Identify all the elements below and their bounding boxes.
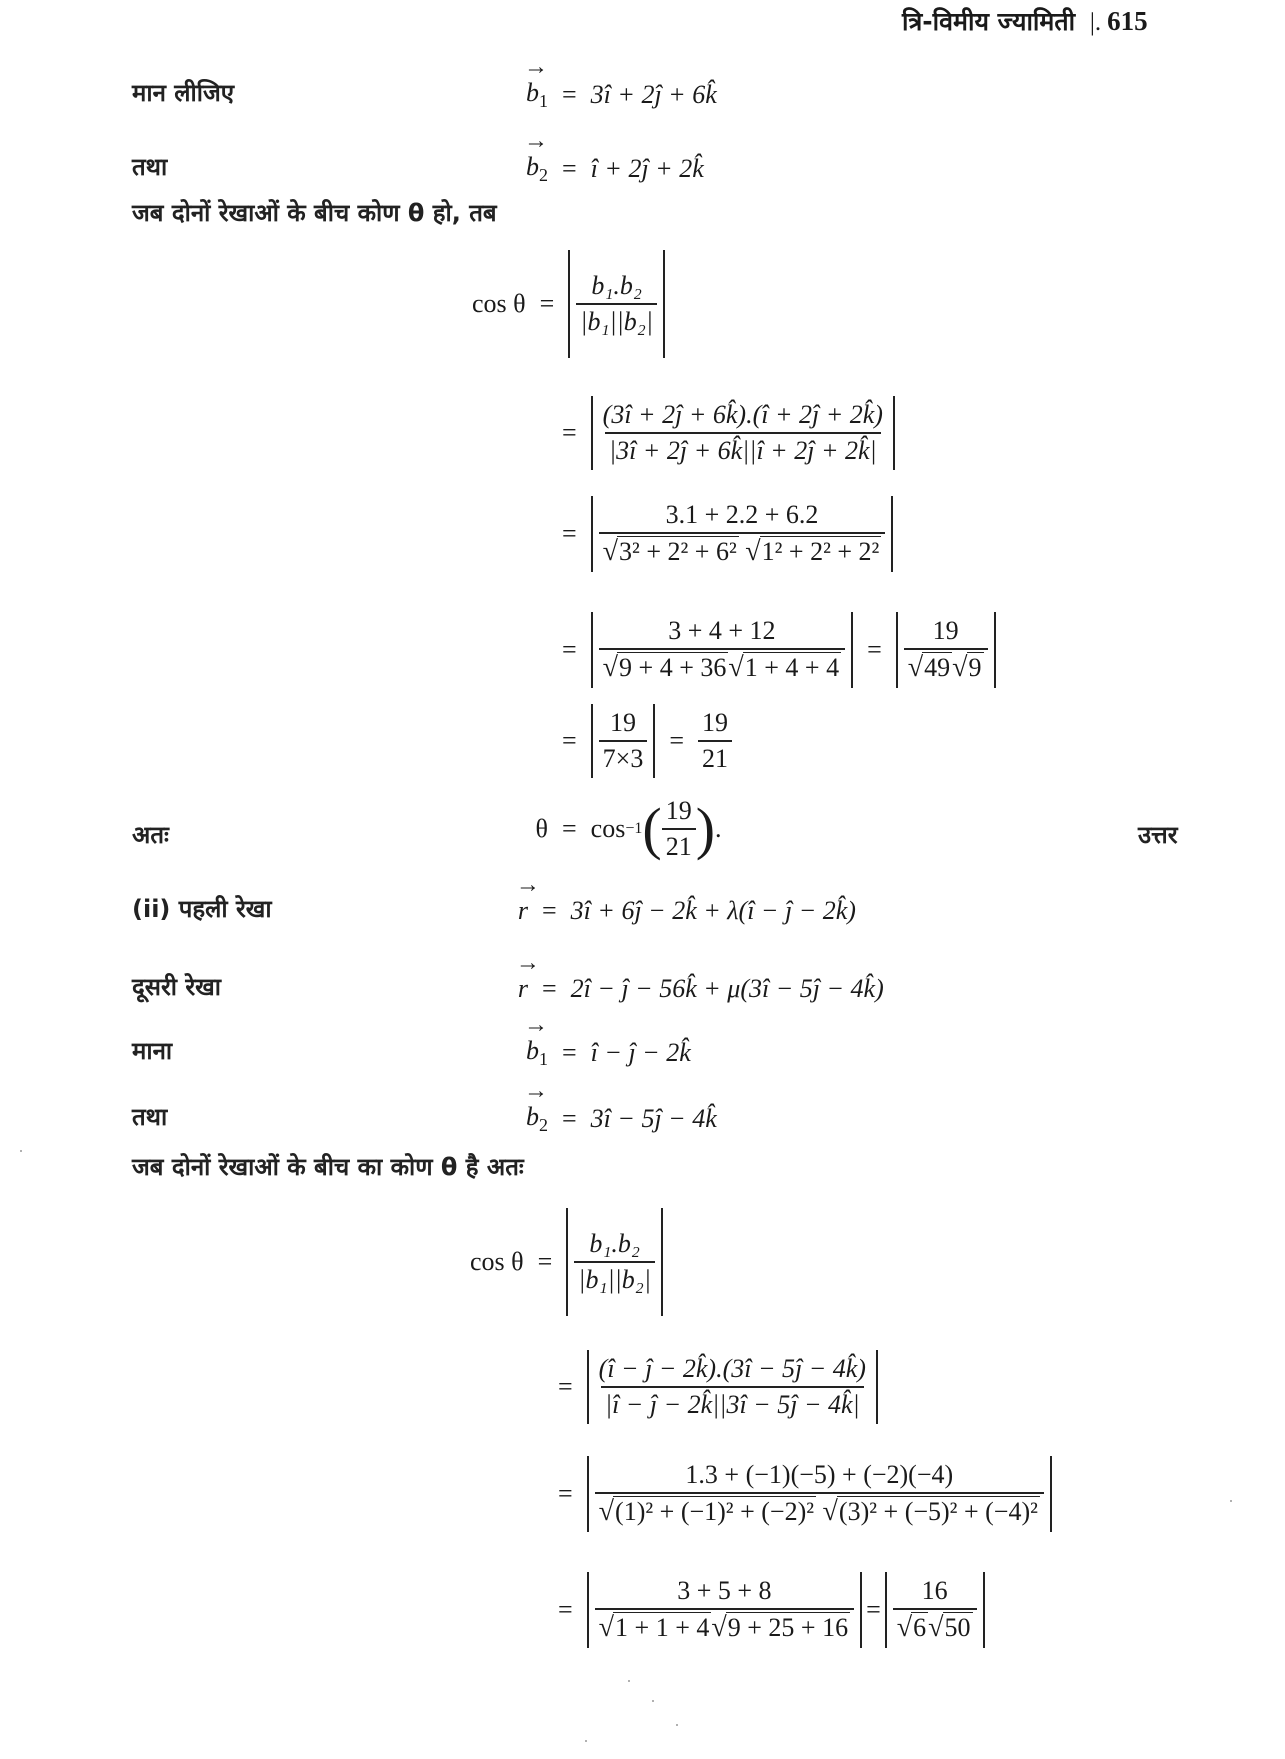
b1-value: î − ĵ − 2k̂ bbox=[590, 1038, 691, 1067]
cos-step-4 bbox=[548, 612, 996, 688]
radicand: 49 bbox=[924, 653, 951, 682]
scan-speck bbox=[652, 1700, 654, 1702]
sqrt-symbol: √ bbox=[928, 1612, 944, 1643]
sqrt-symbol: √ bbox=[602, 652, 619, 683]
b2-value: 3î − 5ĵ − 4k̂ bbox=[590, 1104, 717, 1133]
scan-speck bbox=[585, 1740, 587, 1742]
sqrt-symbol: √ bbox=[711, 1612, 727, 1643]
b2-definition bbox=[500, 152, 704, 186]
radicand: 1² + 2² + 2² bbox=[761, 537, 880, 566]
numerator: (î − ĵ − 2k̂).(3î − 5ĵ − 4k̂) bbox=[598, 1354, 866, 1383]
cos-theta-label: cos θ bbox=[472, 289, 526, 318]
radicand: (3)² + (−5)² + (−4)² bbox=[838, 1497, 1038, 1526]
numerator: 3 + 4 + 12 bbox=[668, 616, 776, 645]
sqrt-symbol: √ bbox=[602, 536, 619, 567]
radicand: 1 + 1 + 4 bbox=[615, 1613, 710, 1642]
sqrt-symbol: √ bbox=[907, 652, 924, 683]
equals-sign: = bbox=[562, 1038, 577, 1067]
equals-sign: = bbox=[542, 974, 557, 1003]
subscript: 1 bbox=[539, 91, 548, 111]
sqrt-symbol: √ bbox=[598, 1496, 615, 1527]
angle-sentence-2: जब दोनों रेखाओं के बीच का कोण θ है अतः bbox=[132, 1153, 524, 1181]
cos2-step-2 bbox=[544, 1350, 878, 1424]
cos-theta-label: cos θ bbox=[470, 1247, 524, 1276]
numerator: 19 bbox=[702, 708, 729, 737]
scan-speck bbox=[676, 1724, 678, 1726]
hence-label: अतः bbox=[132, 821, 169, 849]
equals-sign: = bbox=[562, 154, 577, 183]
sqrt-symbol: √ bbox=[598, 1612, 615, 1643]
equals-sign: = bbox=[562, 80, 577, 109]
equals-sign: = bbox=[562, 519, 577, 548]
scan-speck bbox=[1230, 1500, 1232, 1502]
sqrt-symbol: √ bbox=[896, 1612, 913, 1643]
let-label-2: माना bbox=[132, 1037, 173, 1065]
equals-sign: = bbox=[537, 1247, 553, 1276]
second-line-label: दूसरी रेखा bbox=[132, 973, 222, 1001]
numerator: 3 + 5 + 8 bbox=[677, 1576, 772, 1605]
angle-sentence: जब दोनों रेखाओं के बीच कोण θ हो, तब bbox=[132, 199, 497, 227]
equals-sign: = bbox=[539, 289, 555, 318]
theta-symbol: θ bbox=[535, 814, 548, 843]
numerator: 3.1 + 2.2 + 6.2 bbox=[665, 500, 819, 529]
cos-function: cos bbox=[590, 814, 626, 843]
numerator: (3î + 2ĵ + 6k̂).(î + 2ĵ + 2k̂) bbox=[602, 400, 883, 429]
radicand: 1 + 4 + 4 bbox=[744, 653, 840, 682]
vector-b: → b bbox=[526, 1036, 539, 1066]
numerator: 19 bbox=[665, 796, 692, 825]
radicand: 9 + 4 + 36 bbox=[619, 653, 727, 682]
scan-speck bbox=[20, 1150, 22, 1152]
equals-sign: = bbox=[558, 1595, 573, 1624]
cos-step-1 bbox=[472, 250, 665, 358]
vector-b: → b bbox=[526, 1102, 539, 1132]
answer-label: उत्तर bbox=[1138, 821, 1178, 849]
equals-sign: = bbox=[542, 896, 557, 925]
inverse-exponent: −1 bbox=[625, 820, 643, 837]
chapter-title: त्रि-विमीय ज्यामिती bbox=[902, 7, 1076, 36]
denominator: |î − ĵ − 2k̂||3î − 5ĵ − 4k̂| bbox=[601, 1386, 864, 1420]
and-label-2: तथा bbox=[132, 1103, 168, 1131]
subscript: 1 bbox=[539, 1049, 548, 1069]
radicand: 3² + 2² + 6² bbox=[619, 537, 737, 566]
radicand: 9 + 25 + 16 bbox=[727, 1613, 849, 1642]
theta-result: θ = cos −1 ( $\frac{19}{21}$ ) . bbox=[520, 796, 722, 862]
cos2-step-3 bbox=[544, 1456, 1052, 1532]
vector-b: → b bbox=[526, 78, 539, 108]
radicand: 6 bbox=[913, 1613, 927, 1642]
dot-product: b₁.b₂ bbox=[591, 271, 642, 300]
cos-step-5 bbox=[548, 704, 732, 778]
radicand: (1)² + (−1)² + (−2)² bbox=[615, 1497, 815, 1526]
first-line-equation bbox=[500, 896, 856, 926]
equals-sign: = bbox=[558, 1479, 573, 1508]
radicand: 50 bbox=[944, 1613, 971, 1642]
b1-definition bbox=[500, 78, 717, 112]
numerator: 1.3 + (−1)(−5) + (−2)(−4) bbox=[685, 1460, 954, 1489]
equals-sign: = bbox=[866, 1595, 881, 1624]
radicand: 9 bbox=[968, 653, 982, 682]
vector-r: → r bbox=[518, 974, 528, 1004]
scan-speck bbox=[628, 1680, 630, 1682]
equals-sign: = bbox=[669, 726, 685, 755]
running-header bbox=[902, 4, 1148, 38]
equals-sign: = bbox=[562, 726, 577, 755]
header-separator: |. bbox=[1089, 9, 1102, 36]
cos-step-2 bbox=[548, 396, 895, 470]
vector-b: → b bbox=[526, 152, 539, 182]
first-line-label: (ii) पहली रेखा bbox=[132, 895, 272, 923]
sqrt-symbol: √ bbox=[745, 536, 761, 567]
subscript: 2 bbox=[539, 165, 548, 185]
denominator: |3î + 2ĵ + 6k̂||î + 2ĵ + 2k̂| bbox=[605, 432, 881, 466]
let-label: मान लीजिए bbox=[132, 79, 235, 107]
equals-sign: = bbox=[562, 418, 577, 447]
b1-definition-2 bbox=[500, 1036, 691, 1070]
sqrt-symbol: √ bbox=[822, 1496, 838, 1527]
cos-step-3 bbox=[548, 496, 893, 572]
second-line-equation bbox=[500, 974, 884, 1004]
dot-product: b₁.b₂ bbox=[589, 1229, 640, 1258]
first-line-rhs: 3î + 6ĵ − 2k̂ + λ(î − ĵ − 2k̂) bbox=[570, 896, 856, 925]
equals-sign: = bbox=[558, 1372, 573, 1401]
cos2-step-1 bbox=[470, 1208, 663, 1316]
denominator: 21 bbox=[662, 828, 696, 862]
b2-value: î + 2ĵ + 2k̂ bbox=[590, 154, 704, 183]
equals-sign: = bbox=[562, 1104, 577, 1133]
equals-sign: = bbox=[867, 635, 882, 664]
numerator: 19 bbox=[610, 708, 636, 737]
second-line-rhs: 2î − ĵ − 56k̂ + μ(3î − 5ĵ − 4k̂) bbox=[570, 974, 884, 1003]
numerator: 16 bbox=[921, 1576, 948, 1605]
equals-sign: = bbox=[562, 814, 577, 843]
sqrt-symbol: √ bbox=[728, 652, 744, 683]
denominator: 7×3 bbox=[599, 740, 648, 774]
cos2-step-4 bbox=[544, 1572, 985, 1648]
magnitude-product: |b₁||b₂| bbox=[574, 1261, 655, 1295]
magnitude-product: |b₁||b₂| bbox=[576, 303, 657, 337]
and-label: तथा bbox=[132, 153, 168, 181]
sqrt-symbol: √ bbox=[952, 652, 968, 683]
denominator: 21 bbox=[698, 740, 732, 774]
vector-r: → r bbox=[518, 896, 528, 926]
b2-definition-2 bbox=[500, 1102, 717, 1136]
equals-sign: = bbox=[562, 635, 577, 664]
numerator: 19 bbox=[932, 616, 959, 645]
b1-value: 3î + 2ĵ + 6k̂ bbox=[590, 80, 717, 109]
page-number: 615 bbox=[1107, 6, 1148, 36]
subscript: 2 bbox=[539, 1115, 548, 1135]
